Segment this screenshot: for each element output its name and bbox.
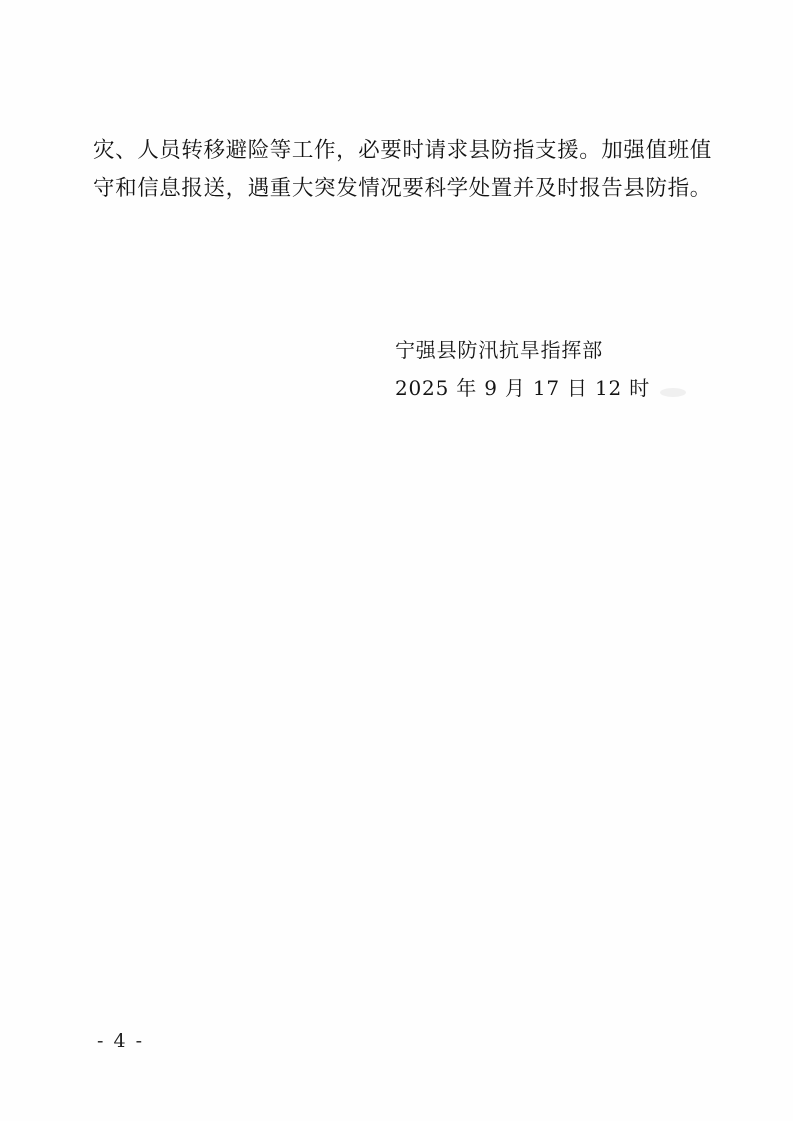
page-number: - 4 - [97, 1030, 145, 1052]
paper-smudge-mark [660, 388, 686, 397]
body-paragraph-line-1: 灾、人员转移避险等工作，必要时请求县防指支援。加强值班值 [93, 138, 712, 163]
body-text-block [93, 132, 712, 208]
body-paragraph-line-2: 守和信息报送，遇重大突发情况要科学处置并及时报告县防指。 [93, 176, 712, 201]
signature-organization: 宁强县防汛抗旱指挥部 [395, 338, 603, 362]
signature-date: 2025 年 9 月 17 日 12 时 [395, 376, 651, 400]
